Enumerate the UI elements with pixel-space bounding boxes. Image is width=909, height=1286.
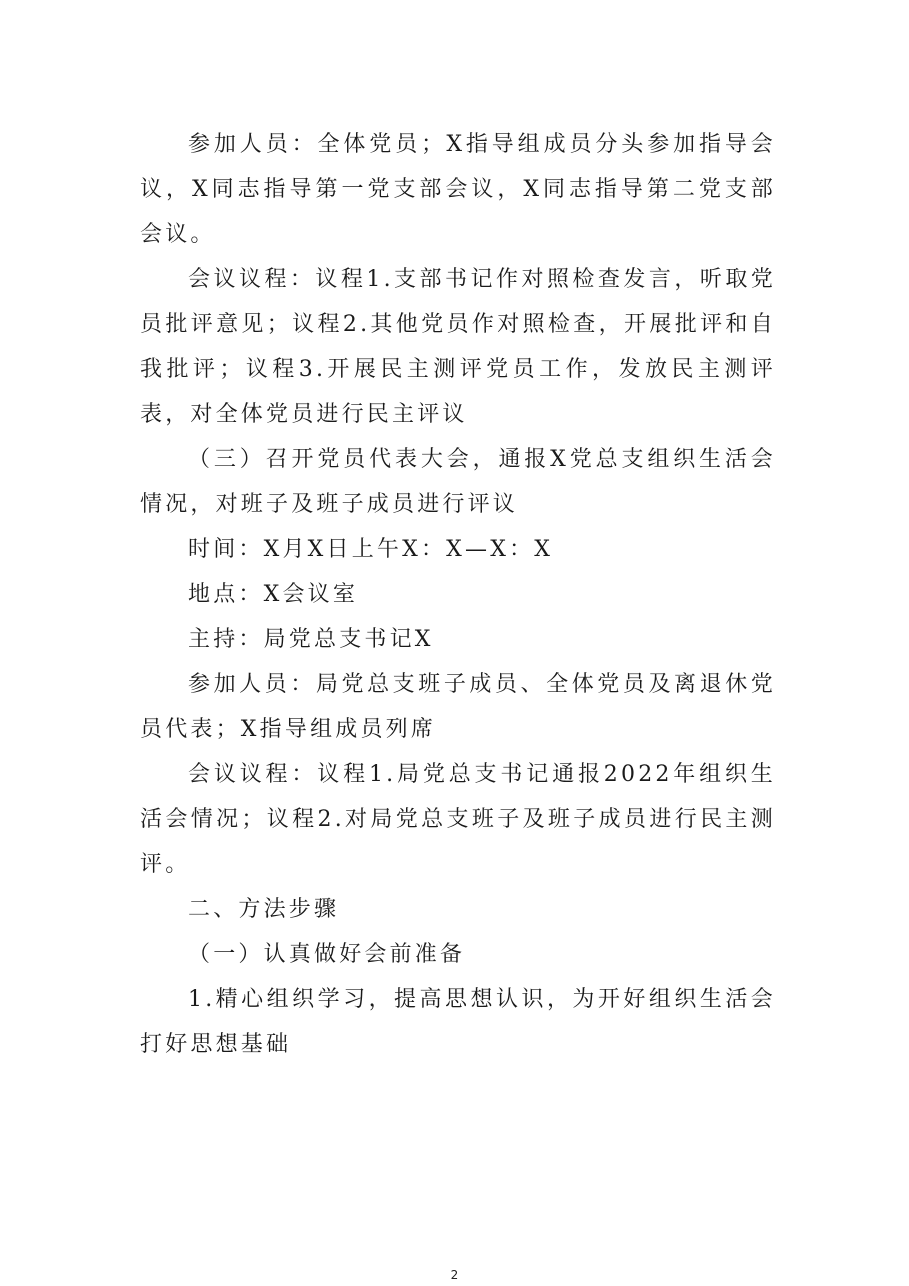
paragraph-time: 时间：X月X日上午X：X—X：X xyxy=(188,537,554,562)
heading-methods-steps: 二、方法步骤 xyxy=(188,897,340,922)
paragraph-attendees-general: 参加人员：局党总支班子成员、全体党员及离退休党员代表；X指导组成员列席 xyxy=(140,672,776,742)
paragraph-host: 主持：局党总支书记X xyxy=(188,627,434,652)
paragraph-location: 地点：X会议室 xyxy=(188,582,359,607)
document-body xyxy=(140,122,776,1067)
paragraph-attendees-branch: 参加人员：全体党员；X指导组成员分头参加指导会议，X同志指导第一党支部会议，X同志指导第二党支部会议。 xyxy=(140,132,776,247)
paragraph-study: 1.精心组织学习，提高思想认识，为开好组织生活会打好思想基础 xyxy=(140,987,776,1057)
paragraph-agenda-branch: 会议议程：议程1.支部书记作对照检查发言，听取党员批评意见；议程2.其他党员作对照检查，开展批评和自我批评；议程3.开展民主测评党员工作，发放民主测评表，对全体党员进行民主评议 xyxy=(140,267,776,427)
heading-preparation: （一）认真做好会前准备 xyxy=(188,942,466,967)
paragraph-section-representatives-meeting: （三）召开党员代表大会，通报X党总支组织生活会情况，对班子及班子成员进行评议 xyxy=(140,447,776,517)
page-number: 2 xyxy=(450,1268,459,1282)
paragraph-agenda-general: 会议议程：议程1.局党总支书记通报2022年组织生活会情况；议程2.对局党总支班子及班子成员进行民主测评。 xyxy=(140,762,776,877)
